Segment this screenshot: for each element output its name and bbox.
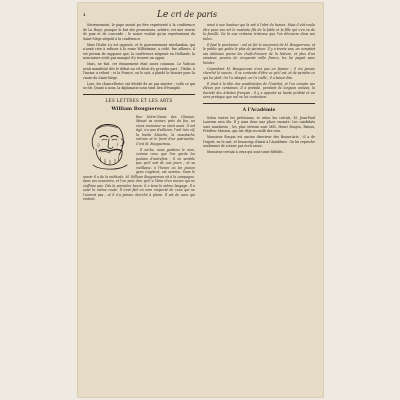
article-paragraph: Il sèche, nous gardons le nom, comme ceux que l'on garde les poésies d'autrefois ; il ne semble pas qu'il soit de nos jours ; et sa vieillesse, à l'heure où les jeunes gens s'agitent, est sereine. Sans le savoir il a de la méthode. M. William Bouguereau vit à la campagne, dans ses souvenirs, et l'on peut dire qu'il a l'âme d'un ancien qui ne s'effraie pas. Dès la première heure, il a tenu le même langage. Il a suivi la même route. Il s'est fait un nom respecté de ceux qui ne l'aiment pas ; et il n'a jamais cherché à plaire. Il est de ceux qui restent. bbox=[83, 147, 195, 202]
article-paragraph: Cependant M. Bouguereau n'est pas un faiseur ; il n'a jamais cherché le succès ; il se contente d'être ce qu'il est, et de peindre ce qui lui plaît. On l'a attaqué, on l'a raillé ; il a laissé dire. bbox=[203, 66, 315, 80]
masthead-title: cri de paris bbox=[170, 10, 218, 19]
article-heading: A l'Académie bbox=[242, 107, 276, 113]
article-paragraph: aimé à une hauteur qui la mit à l'abri du besoin. Mais il eût voulu être pour son art le modeste fils de la fable et la fille qui s'en va de la famille. De là une certaine tristesse que l'on découvre dans ses toiles. bbox=[203, 23, 315, 41]
portrait-drawing-icon bbox=[81, 115, 133, 173]
paragraph: Monsieur certain à ceux qui sont toute fidélité... bbox=[207, 150, 286, 155]
article-paragraph: Rue Notre-Dame des Champs. Minuit va sonner, près du feu, un vieux monsieur se tient assis. Il est âgé, n'a pas d'ailleurs, l'œil très vif, la barbe blanche, la moustache relevée et le front d'un patriarche. C'est M. Bouguereau. bbox=[136, 114, 195, 146]
paragraph: Lors, les chancelleries ont décidé de ne pas insister ; voilà ce qui se dit. Quant à nous, la diplomatie nous tient lieu d'évangile. bbox=[83, 81, 195, 91]
article-byline: William Bouguereau bbox=[111, 105, 167, 112]
section-divider bbox=[203, 103, 315, 104]
section-divider bbox=[83, 94, 195, 95]
article-paragraph: Il faut le proclamer : nul ne fut le souverain de M. Bouguereau, et le public qui goûte le plus de peinture. Il y a trente ans, on comptait ses tableaux parmi les chefs-d'œuvre de la Nature, et plus d'un amateur, pourvu de cinquante mille francs, les lui payait sans hésiter. bbox=[203, 42, 315, 65]
page-number: 4 bbox=[83, 12, 86, 17]
article-paragraph: Il était à la tête des académistes de l'Institut, et l'on compte ses élèves par centaines. Il a présidé, pendant de longues années, la Société des Artistes français ; il y a apporté sa haute probité et un sens pratique que nul ne lui contestera. bbox=[203, 81, 315, 100]
newspaper-page bbox=[77, 2, 324, 398]
left-column bbox=[83, 23, 195, 203]
right-column bbox=[203, 23, 315, 157]
paragraph: Selon toutes les prévisions, et selon les calculs, M. Jean-Paul Laurens sera élu. Il y aura donc une place vacante. Les candidats sont nombreux ; les plus sérieux sont MM. Henri Roujon, Brieux, Frédéric Masson, qui ont déjà recueilli des voix. bbox=[203, 115, 315, 134]
paragraph: Monsieur Roujon est ancien directeur des Beaux-Arts ; il a de l'esprit, on le sait, et beaucoup d'amis à l'Académie. On lui reproche seulement de n'avoir pas écrit assez. bbox=[203, 135, 315, 149]
masthead-flourish: Le bbox=[157, 10, 169, 20]
section-title: LES LETTRES ET LES ARTS bbox=[105, 98, 173, 104]
paragraph: Mais l'Italie s'y est opposée, et le gouvernement néerlandais, qui n'avait rien à refuser à la reine Wilhelmine, a cédé. Par ailleurs, il est permis de supposer que, la conférence siégeant en Hollande, la nonciature n'eût pas manqué d'y trouver un appui. bbox=[83, 42, 195, 61]
paragraph: Mais, ne fait, cet étonnement était assez commun. Le Vatican avait manifesté dès le début un vif désir d'y prendre part ; l'Italie, à l'instar, a refusé ; et la France, on le sait, a plaidé le dossier pour la cause du Saint-Siège. bbox=[83, 62, 195, 80]
portrait-figure bbox=[81, 115, 133, 173]
paragraph: Sérieusement, le pape aurait pu être représenté à la conférence de La Haye, puisque le but des promoteurs, arbitre, est une œuvre de paix et de concorde ; le nonce voulait qu'un représentant du Saint-Siège siégeât à la conférence. bbox=[83, 23, 195, 41]
masthead bbox=[157, 10, 257, 20]
